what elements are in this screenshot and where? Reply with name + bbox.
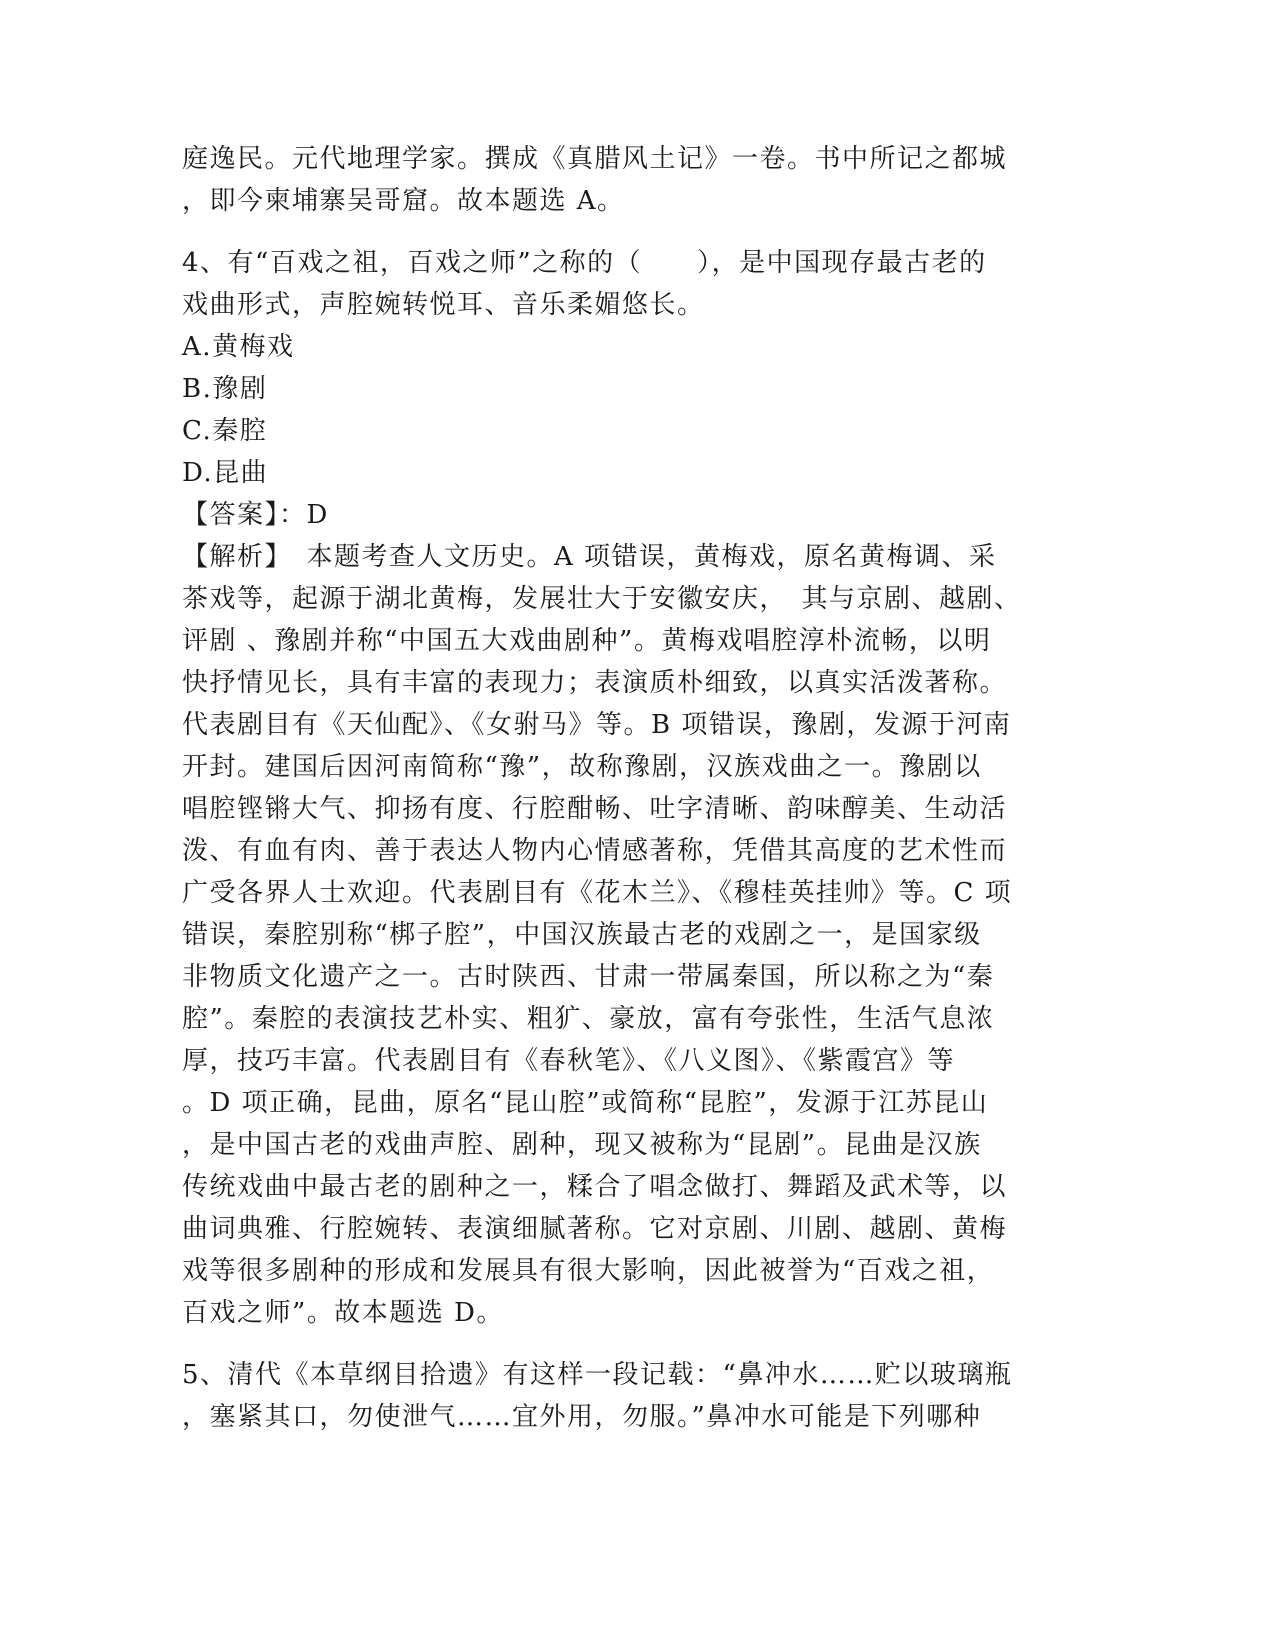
explanation-line: 错误，秦腔别称“梆子腔”，中国汉族最古老的戏剧之一，是国家级 — [182, 920, 982, 950]
previous-explanation-tail — [182, 138, 1042, 222]
explanation-line: 广受各界人士欢迎。代表剧目有《花木兰》、《穆桂英挂帅》等。C 项 — [182, 878, 1013, 908]
explanation-line: 【解析】 本题考查人文历史。A 项错误，黄梅戏，原名黄梅调、采 — [182, 542, 997, 572]
question-stem-line: 5、清代《本草纲目拾遗》有这样一段记载：“鼻冲水……贮以玻璃瓶 — [182, 1360, 1013, 1390]
option-d: D.昆曲 — [182, 458, 269, 488]
explanation-line: 开封。建国后因河南简称“豫”，故称豫剧，汉族戏曲之一。豫剧以 — [182, 752, 982, 782]
text-line: 庭逸民。元代地理学家。撰成《真腊风土记》一卷。书中所记之都城 — [182, 144, 1008, 174]
question-stem-line: 4、有“百戏之祖，百戏之师”之称的（ ），是中国现存最古老的 — [182, 248, 987, 278]
explanation-line: 曲词典雅、行腔婉转、表演细腻著称。它对京剧、川剧、越剧、黄梅 — [182, 1214, 1008, 1244]
answer-line: 【答案】：D — [182, 500, 329, 530]
paragraph-gap — [182, 1334, 1042, 1354]
question-stem-line: 戏曲形式，声腔婉转悦耳、音乐柔媚悠长。 — [182, 290, 705, 320]
explanation-line: 戏等很多剧种的形成和发展具有很大影响，因此被誉为“百戏之祖， — [182, 1256, 995, 1286]
explanation-line: ，是中国古老的戏曲声腔、剧种，现又被称为“昆剧”。昆曲是汉族 — [182, 1130, 982, 1160]
paragraph-gap — [182, 222, 1042, 242]
explanation-line: 快抒情见长，具有丰富的表现力；表演质朴细致，以真实活泼著称。 — [182, 668, 1008, 698]
option-a: A.黄梅戏 — [182, 332, 295, 362]
document-page — [182, 138, 1042, 1438]
explanation-line: 百戏之师”。故本题选 D。 — [182, 1298, 504, 1328]
explanation-line: 非物质文化遗产之一。古时陕西、甘肃一带属秦国，所以称之为“秦 — [182, 962, 995, 992]
question-stem-line: ，塞紧其口，勿使泄气……宜外用，勿服。”鼻冲水可能是下列哪种 — [182, 1402, 982, 1432]
explanation-line: 。D 项正确，昆曲，原名“昆山腔”或简称“昆腔”，发源于江苏昆山 — [182, 1088, 989, 1118]
option-b: B.豫剧 — [182, 374, 268, 404]
explanation-line: 厚，技巧丰富。代表剧目有《春秋笔》、《八义图》、《紫霞宫》等 — [182, 1046, 956, 1076]
option-c: C.秦腔 — [182, 416, 268, 446]
explanation-line: 唱腔铿锵大气、抑扬有度、行腔酣畅、吐字清晰、韵味醇美、生动活 — [182, 794, 1008, 824]
explanation-line: 泼、有血有肉、善于表达人物内心情感著称，凭借其高度的艺术性而 — [182, 836, 1008, 866]
explanation-line: 代表剧目有《天仙配》、《女驸马》等。B 项错误，豫剧，发源于河南 — [182, 710, 1012, 740]
explanation-line: 传统戏曲中最古老的剧种之一，糅合了唱念做打、舞蹈及武术等，以 — [182, 1172, 1008, 1202]
explanation-line: 评剧 、豫剧并称“中国五大戏曲剧种”。黄梅戏唱腔淳朴流畅，以明 — [182, 626, 992, 656]
explanation-line: 腔”。秦腔的表演技艺朴实、粗犷、豪放，富有夸张性，生活气息浓 — [182, 1004, 995, 1034]
explanation-line: 茶戏等，起源于湖北黄梅，发展壮大于安徽安庆， 其与京剧、越剧、 — [182, 584, 1022, 614]
question-5 — [182, 1354, 1042, 1438]
explanation — [182, 536, 1042, 1334]
text-line: ，即今柬埔寨吴哥窟。故本题选 A。 — [182, 186, 625, 216]
question-4 — [182, 242, 1042, 1334]
